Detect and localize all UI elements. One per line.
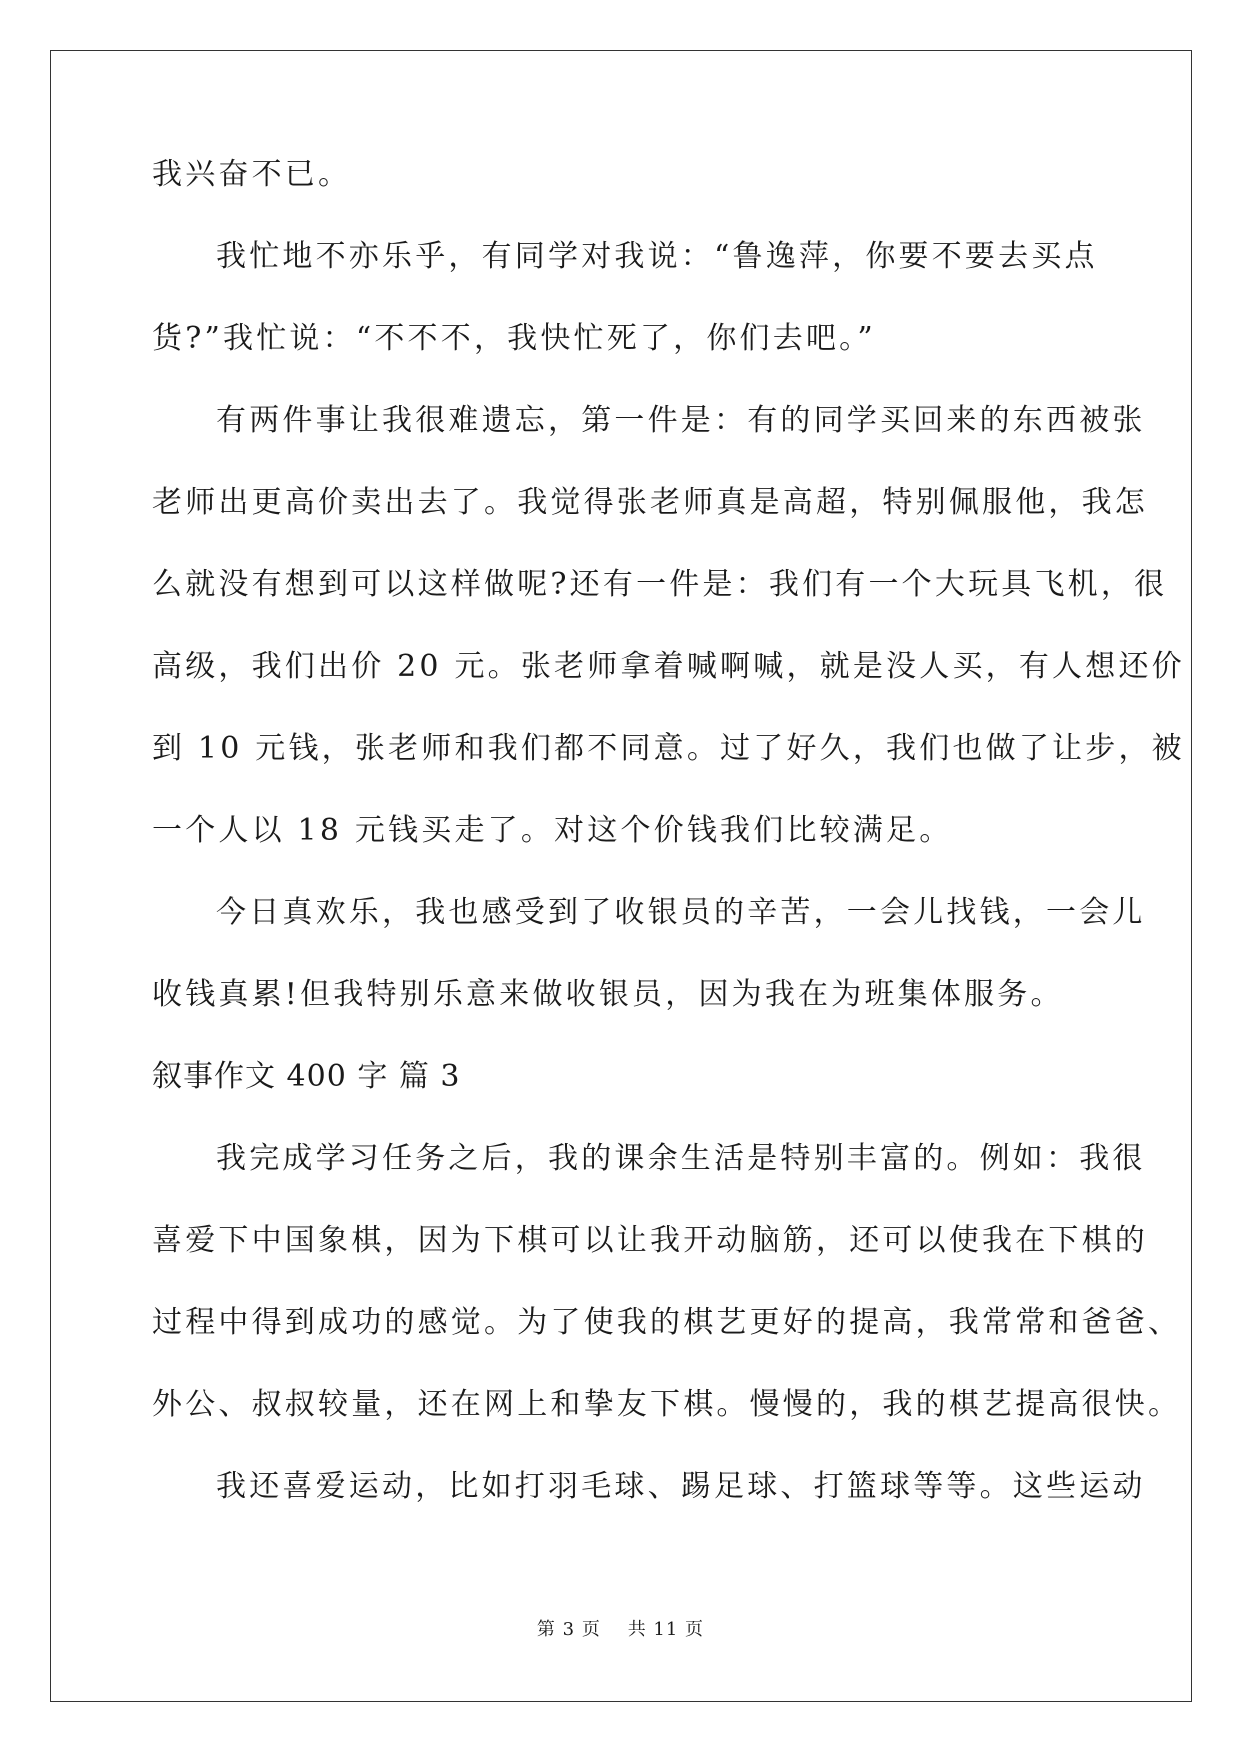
text-line: 我完成学习任务之后，我的课余生活是特别丰富的。例如：我很 [216,1141,1146,1176]
text-line: 我忙地不亦乐乎，有同学对我说：“鲁逸萍，你要不要去买点 [216,239,1098,274]
text-line: 到 10 元钱，张老师和我们都不同意。过了好久，我们也做了让步，被 [152,731,1185,766]
text-line: 外公、叔叔较量，还在网上和挚友下棋。慢慢的，我的棋艺提高很快。 [152,1387,1182,1422]
text-line: 一个人以 18 元钱买走了。对这个价钱我们比较满足。 [152,813,953,848]
text-line: 过程中得到成功的感觉。为了使我的棋艺更好的提高，我常常和爸爸、 [152,1305,1182,1340]
text-line: 今日真欢乐，我也感受到了收银员的辛苦，一会儿找钱，一会儿 [216,895,1146,930]
text-line: 么就没有想到可以这样做呢?还有一件是：我们有一个大玩具飞机，很 [152,567,1168,602]
page-number-footer [0,1620,1241,1640]
text-line: 货?”我忙说：“不不不，我快忙死了，你们去吧。” [152,321,876,356]
text-line: 喜爱下中国象棋，因为下棋可以让我开动脑筋，还可以使我在下棋的 [152,1223,1148,1258]
text-line: 我还喜爱运动，比如打羽毛球、踢足球、打篮球等等。这些运动 [216,1469,1146,1504]
text-line: 老师出更高价卖出去了。我觉得张老师真是高超，特别佩服他，我怎 [152,485,1148,520]
section-heading: 叙事作文 400 字 篇 3 [152,1059,461,1094]
text-line: 有两件事让我很难遗忘，第一件是：有的同学买回来的东西被张 [216,403,1146,438]
text-line: 收钱真累!但我特别乐意来做收银员，因为我在为班集体服务。 [152,977,1064,1012]
document-body [152,157,1185,1554]
text-line: 我兴奋不已。 [152,157,352,192]
page-number-text: 第 3 页 共 11 页 [536,1619,705,1640]
text-line: 高级，我们出价 20 元。张老师拿着喊啊喊，就是没人买，有人想还价 [152,649,1185,684]
